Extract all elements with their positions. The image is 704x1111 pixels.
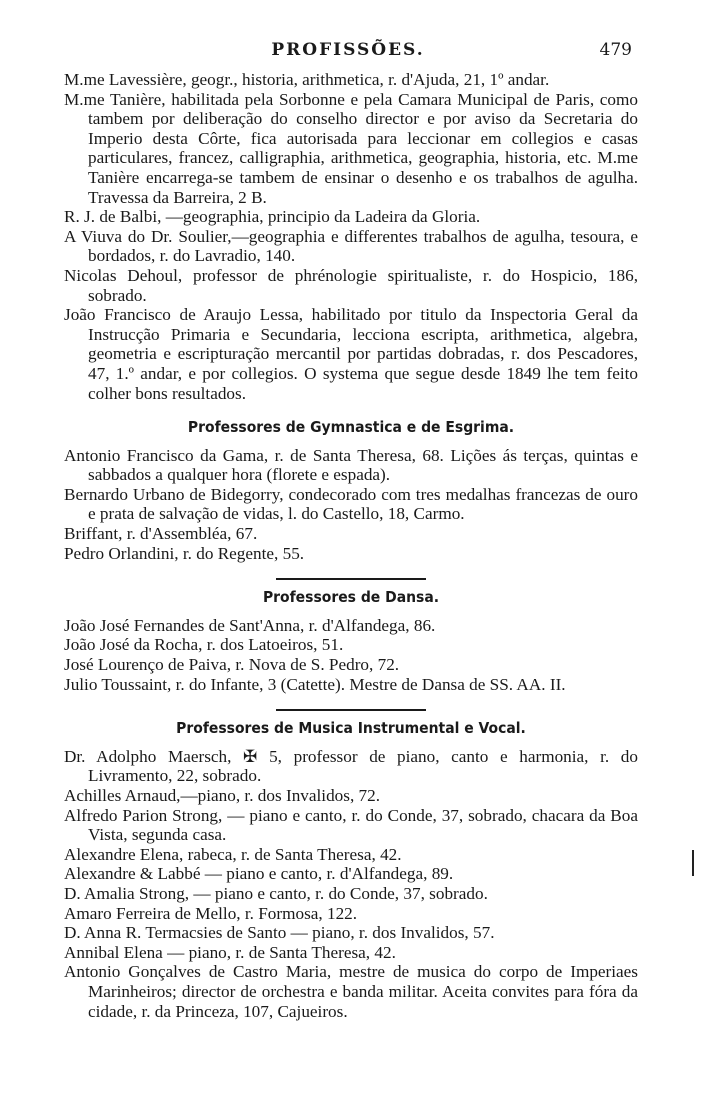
list-item: M.me Lavessière, geogr., historia, arithmetica, r. d'Ajuda, 21, 1º andar. <box>64 70 550 89</box>
section-title: Professores de Dansa. <box>262 588 440 607</box>
list-item: Bernardo Urbano de Bidegorry, condecorado com tres medalhas francezas de ouro e prata de salvação de vidas, l. do Castello, 18, Carmo. <box>64 484 638 524</box>
page-header <box>64 40 632 64</box>
list-item: João Francisco de Araujo Lessa, habilitado por titulo da Inspectoria Geral da Instrucção Primaria e Secundaria, lecciona escripta, arithmetica, algebra, geometria e escripturação mercantil por partidas dobradas, r. dos Pescadores, 47, 1.º andar, e por collegios. O systema que segue desde 1849 lhe tem feito colher bons resultados. <box>64 305 638 403</box>
list-item: Annibal Elena — piano, r. de Santa Theresa, 42. <box>64 942 396 962</box>
section-title: Professores de Musica Instrumental e Vocal. <box>176 719 526 738</box>
section-divider <box>276 578 426 580</box>
margin-mark <box>692 850 694 876</box>
section-title: Professores de Gymnastica e de Esgrima. <box>187 418 515 437</box>
list-item: R. J. de Balbi, —geographia, principio da Ladeira da Gloria. <box>64 207 481 227</box>
list-item: Alfredo Parion Strong, — piano e canto, r. do Conde, 37, sobrado, chacara da Boa Vista, segunda casa. <box>64 805 638 845</box>
section-gymnastica <box>64 418 638 563</box>
list-item: João José da Rocha, r. dos Latoeiros, 51. <box>64 635 344 655</box>
list-item: Achilles Arnaud,—piano, r. dos Invalidos, 72. <box>64 786 381 805</box>
list-item: Antonio Gonçalves de Castro Maria, mestre de musica do corpo de Imperiaes Marinheiros; director de orchestra e banda militar. Aceita convites para fóra da cidade, r. da Princeza, 107, Cajueiros. <box>64 962 638 1021</box>
list-item: Julio Toussaint, r. do Infante, 3 (Catette). Mestre de Dansa de SS. AA. II. <box>64 674 566 694</box>
list-item: M.me Tanière, habilitada pela Sorbonne e pela Camara Municipal de Paris, como tambem por deliberação do conselho director e por aviso da Secretaria do Imperio desta Côrte, fica autorisada para leccionar em collegios e casas particulares, francez, calligraphia, arithmetica, geographia, historia, etc. M.me Tanière encarrega-se tambem de ensinar o desenho e os trabalhos de agulha. Travessa da Barreira, 2 B. <box>64 89 638 207</box>
list-item: Briffant, r. d'Assembléa, 67. <box>64 524 258 544</box>
list-item: D. Anna R. Termacsies de Santo — piano, r. dos Invalidos, 57. <box>64 923 495 943</box>
list-item: José Lourenço de Paiva, r. Nova de S. Pedro, 72. <box>64 655 400 675</box>
list-item: Pedro Orlandini, r. do Regente, 55. <box>64 543 305 563</box>
list-item: Dr. Adolpho Maersch, ✠ 5, professor de piano, canto e harmonia, r. do Livramento, 22, sobrado. <box>64 746 638 786</box>
list-item: D. Amalia Strong, — piano e canto, r. do Conde, 37, sobrado. <box>64 883 488 903</box>
list-item: Amaro Ferreira de Mello, r. Formosa, 122. <box>64 903 358 923</box>
page-number: 479 <box>599 40 632 60</box>
list-item: Alexandre & Labbé — piano e canto, r. d'Alfandega, 89. <box>64 864 454 884</box>
section-musica <box>64 709 638 1021</box>
list-item: João José Fernandes de Sant'Anna, r. d'Alfandega, 86. <box>64 615 436 635</box>
intro-entries <box>64 70 638 403</box>
list-item: Alexandre Elena, rabeca, r. de Santa Theresa, 42. <box>64 844 402 864</box>
list-item: A Viuva do Dr. Soulier,—geographia e differentes trabalhos de agulha, tesoura, e bordados, r. do Lavradio, 140. <box>64 226 638 266</box>
page-title: PROFISSÕES. <box>271 40 425 60</box>
page-content <box>64 70 638 1021</box>
list-item: Nicolas Dehoul, professor de phrénologie spiritualiste, r. do Hospicio, 186, sobrado. <box>64 265 638 305</box>
section-dansa <box>64 578 638 694</box>
section-divider <box>276 709 426 711</box>
list-item: Antonio Francisco da Gama, r. de Santa Theresa, 68. Lições ás terças, quintas e sabbados a qualquer hora (florete e espada). <box>64 445 638 485</box>
